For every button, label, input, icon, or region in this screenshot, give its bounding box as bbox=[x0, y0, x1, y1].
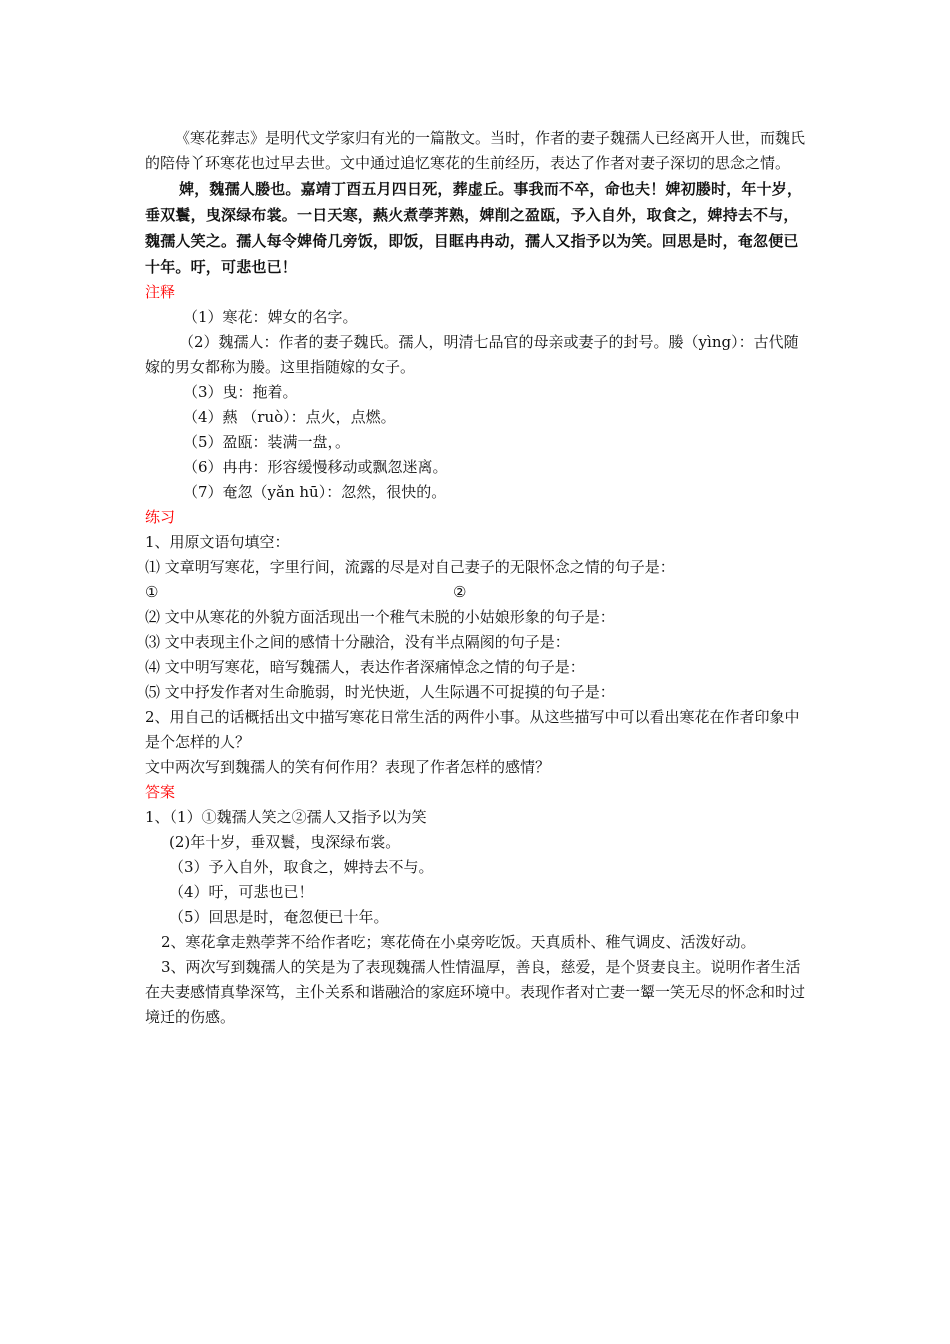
answer-item: (2)年十岁，垂双鬟，曳深绿布裳。 bbox=[169, 833, 401, 851]
answer-item: 3、两次写到魏孺人的笑是为了表现魏孺人性情温厚，善良，慈爱，是个贤妻良主。说明作者生活在夫妻感情真挚深笃，主仆关系和谐融洽的家庭环境中。表现作者对亡妻一颦一笑无尽的怀念和时过境迁的伤感。 bbox=[145, 958, 806, 1026]
answer-item: 1、（1）①魏孺人笑之②孺人又指予以为笑 bbox=[145, 808, 427, 826]
notes-heading: 注释 bbox=[145, 283, 176, 301]
question-item: ⑵ 文中从寒花的外貌方面活现出一个稚气未脱的小姑娘形象的句子是： bbox=[145, 608, 615, 626]
note-item: （1）寒花：婢女的名字。 bbox=[183, 308, 358, 326]
answer-blank-row bbox=[145, 580, 813, 605]
question-item: ⑶ 文中表现主仆之间的感情十分融洽，没有半点隔阂的句子是： bbox=[145, 633, 570, 651]
answer-item: （4）吁，可悲也已！ bbox=[169, 883, 314, 901]
question-item: 2、用自己的话概括出文中描写寒花日常生活的两件小事。从这些描写中可以看出寒花在作者印象中是个怎样的人？ bbox=[145, 708, 800, 751]
question-title: 1、用原文语句填空： bbox=[145, 533, 290, 551]
blank-marker-1: ① bbox=[145, 583, 159, 601]
question-item: 文中两次写到魏孺人的笑有何作用？表现了作者怎样的感情？ bbox=[145, 758, 551, 776]
note-item: （6）冉冉：形容缓慢移动或飘忽迷离。 bbox=[183, 458, 448, 476]
answer-item: （5）回思是时，奄忽便已十年。 bbox=[169, 908, 389, 926]
exercise-heading: 练习 bbox=[145, 508, 176, 526]
answer-item: 2、寒花拿走熟荸荠不给作者吃；寒花倚在小桌旁吃饭。天真质朴、稚气调皮、活泼好动。 bbox=[161, 933, 756, 951]
question-item: ⑷ 文中明写寒花，暗写魏孺人，表达作者深痛悼念之情的句子是： bbox=[145, 658, 585, 676]
note-item: （2）魏孺人：作者的妻子魏氏。孺人，明清七品官的母亲或妻子的封号。媵（yìng）：古代随嫁的男女都称为媵。这里指随嫁的女子。 bbox=[145, 333, 799, 376]
blank-marker-2: ② bbox=[453, 583, 467, 601]
note-item: （7）奄忽（yǎn hū）：忽然，很快的。 bbox=[183, 483, 447, 501]
answer-heading: 答案 bbox=[145, 783, 176, 801]
note-item: （5）盈瓯：装满一盘，。 bbox=[183, 433, 351, 451]
document-body bbox=[145, 126, 813, 1030]
intro-paragraph: 《寒花葬志》是明代文学家归有光的一篇散文。当时，作者的妻子魏孺人已经离开人世，而魏氏的陪侍丫环寒花也过早去世。文中通过追忆寒花的生前经历，表达了作者对妻子深切的思念之情。 bbox=[145, 129, 806, 172]
original-text-paragraph: 婢，魏孺人媵也。嘉靖丁酉五月四日死，葬虚丘。事我而不卒，命也夫！婢初媵时，年十岁，垂双鬟，曳深绿布裳。一日天寒，爇火煮荸荠熟，婢削之盈瓯，予入自外，取食之，婢持去不与，魏孺人笑之。孺人每令婢倚几旁饭，即饭，目眶冉冉动，孺人又指予以为笑。回思是时，奄忽便已十年。吁，可悲也已！ bbox=[145, 180, 803, 276]
question-item: ⑴ 文章明写寒花，字里行间，流露的尽是对自己妻子的无限怀念之情的句子是： bbox=[145, 558, 675, 576]
note-item: （4）爇 （ruò）：点火，点燃。 bbox=[183, 408, 396, 426]
answer-item: （3）予入自外，取食之，婢持去不与。 bbox=[169, 858, 434, 876]
note-item: （3）曳：拖着。 bbox=[183, 383, 298, 401]
question-item: ⑸ 文中抒发作者对生命脆弱，时光快逝，人生际遇不可捉摸的句子是： bbox=[145, 683, 615, 701]
